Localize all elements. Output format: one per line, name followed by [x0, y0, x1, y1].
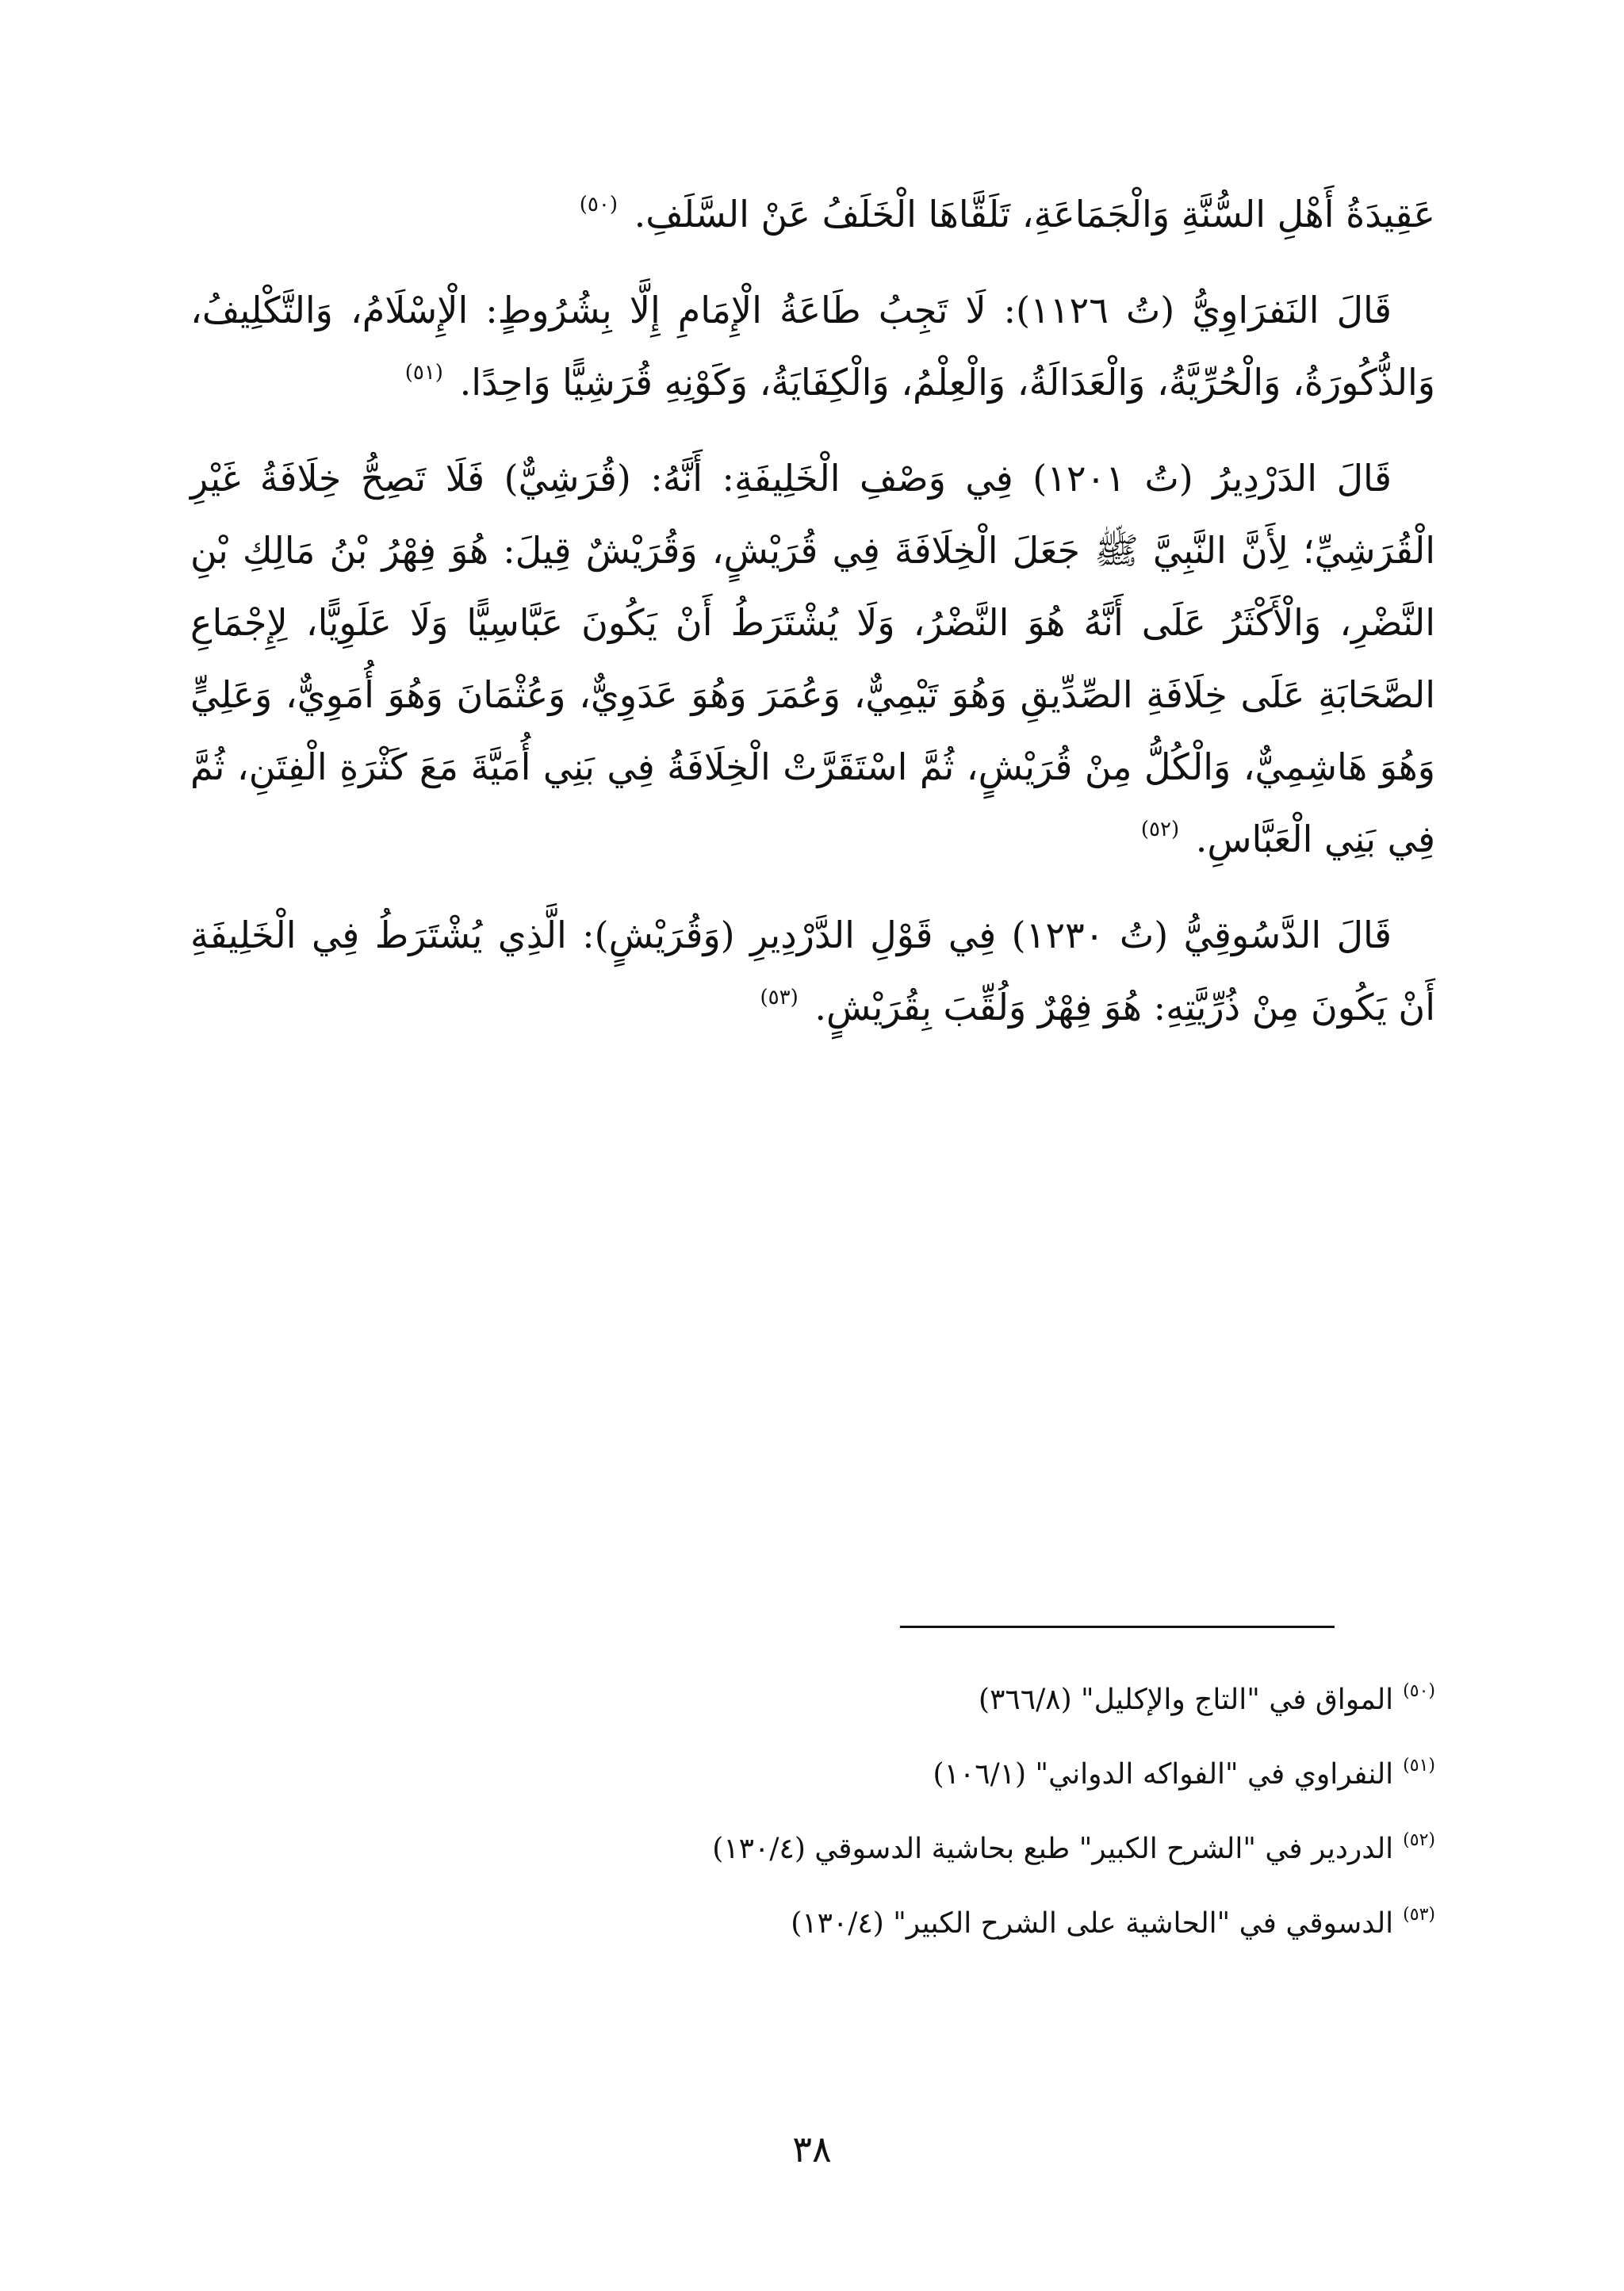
paragraph-dardir: [190, 442, 1435, 875]
footnote-reference: (٥١): [404, 361, 443, 385]
main-text: [190, 178, 1435, 1067]
paragraph-text: قَالَ النَفرَاوِيُّ (تُ ١١٢٦): لَا تَجِبُ طَاعَةُ الْإِمَامِ إِلَّا بِشُرُوطٍ: الْإِسْلَامُ، وَالتَّكْلِيفُ، وَالذُّكُورَةُ، وَالْحُرِّيَّةُ، وَالْعَدَالَةُ، وَالْعِلْمُ، وَالْكِفَايَةُ، وَكَوْنِهِ قُرَشِيًّا وَاحِدًا.: [190, 289, 1435, 404]
footnote-number: (٥١): [1403, 1756, 1435, 1776]
footnote-text: الدردير في "الشرح الكبير" طبع بحاشية الدسوقي (١٣٠/٤): [712, 1833, 1394, 1865]
paragraph-text: قَالَ الدَرْدِيرُ (تُ ١٢٠١) فِي وَصْفِ الْخَلِيفَةِ: أَنَّهُ: (قُرَشِيٌّ) فَلَا تَصِحُّ خِلَافَةُ غَيْرِ الْقُرَشِيِّ؛ لِأَنَّ النَّبِيَّ ﷺ جَعَلَ الْخِلَافَةَ فِي قُرَيْشٍ، وَقُرَيْشٌ قِيلَ: هُوَ فِهْرُ بْنُ مَالِكِ بْنِ النَّضْرِ، وَالْأَكْثَرُ عَلَى أَنَّهُ هُوَ النَّضْرُ، وَلَا يُشْتَرَطُ أَنْ يَكُونَ عَبَّاسِيًّا وَلَا عَلَوِيًّا، لِإِجْمَاعِ الصَّحَابَةِ عَلَى خِلَافَةِ الصِّدِّيقِ وَهُوَ تَيْمِيٌّ، وَعُمَرَ وَهُوَ عَدَوِيٌّ، وَعُثْمَانَ وَهُوَ أُمَوِيٌّ، وَعَلِيٍّ وَهُوَ هَاشِمِيٌّ، وَالْكُلُّ مِنْ قُرَيْشٍ، ثُمَّ اسْتَقَرَّتْ الْخِلَافَةُ فِي بَنِي أُمَيَّةَ مَعَ كَثْرَةِ الْفِتَنِ، ثُمَّ فِي بَنِي الْعَبَّاسِ.: [190, 457, 1435, 860]
footnote-text: الدسوقي في "الحاشية على الشرح الكبير" (١٣٠/٤): [791, 1907, 1394, 1940]
footnote-reference: (٥٣): [760, 986, 799, 1009]
footnote-number: (٥٠): [1403, 1681, 1435, 1701]
footnote-item: [190, 1663, 1435, 1737]
paragraph-text: قَالَ الدَّسُوقِيُّ (تُ ١٢٣٠) فِي قَوْلِ الدَّرْدِيرِ (وَقُرَيْشٍ): الَّذِي يُشْتَرَطُ فِي الْخَلِيفَةِ أَنْ يَكُونَ مِنْ ذُرِّيَّتِهِ: هُوَ فِهْرٌ وَلُقِّبَ بِقُرَيْشٍ.: [190, 914, 1435, 1029]
footnote-item: [190, 1887, 1435, 1961]
footnote-text: المواق في "التاج والإكليل" (٣٦٦/٨): [979, 1684, 1394, 1716]
footnote-divider: [900, 1626, 1335, 1628]
footnote-reference: (٥٠): [579, 193, 618, 216]
footnote-number: (٥٣): [1403, 1905, 1435, 1925]
footnote-number: (٥٢): [1403, 1830, 1435, 1850]
footnotes: [190, 1663, 1435, 1961]
paragraph-text: عَقِيدَةُ أَهْلِ السُّنَّةِ وَالْجَمَاعَةِ، تَلَقَّاهَا الْخَلَفُ عَنْ السَّلَفِ.: [634, 193, 1435, 236]
footnote-text: النفراوي في "الفواكه الدواني" (١٠٦/١): [933, 1758, 1394, 1791]
footnote-reference: (٥٢): [1140, 818, 1180, 841]
paragraph-aqida: [190, 178, 1435, 251]
footnote-item: [190, 1737, 1435, 1812]
page-number: ٣٨: [792, 2128, 832, 2170]
paragraph-dasuqi: [190, 899, 1435, 1044]
paragraph-nafrawi: [190, 274, 1435, 419]
footnote-item: [190, 1812, 1435, 1887]
